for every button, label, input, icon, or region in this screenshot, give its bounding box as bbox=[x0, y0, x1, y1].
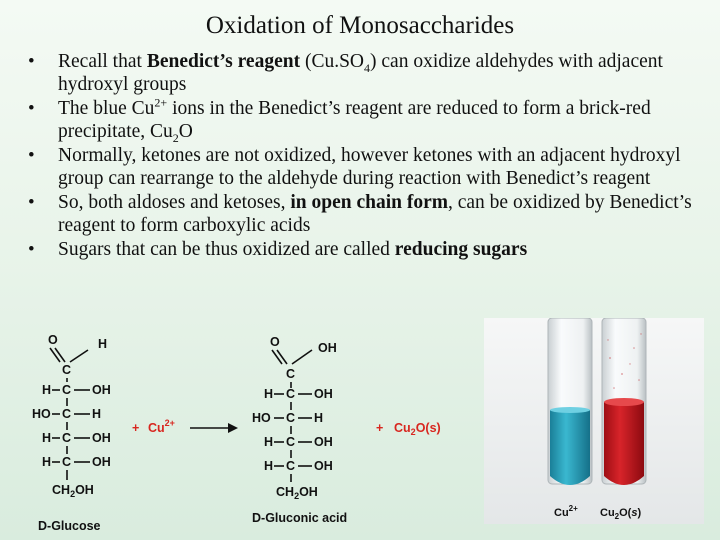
gluconic-r4-right: OH bbox=[314, 459, 333, 473]
glucose-r2-c: C bbox=[62, 407, 72, 421]
gluconic-ch2oh: $CH_2OH$ bbox=[276, 485, 318, 501]
glucose-h-ald: H bbox=[98, 337, 108, 351]
blue-meniscus bbox=[550, 407, 590, 413]
bullet-item bbox=[22, 238, 702, 261]
blue-liquid bbox=[550, 410, 590, 485]
glucose-r1-c: C bbox=[62, 383, 72, 397]
blue-tube bbox=[548, 318, 592, 485]
gluconic-oh-bond bbox=[292, 350, 312, 364]
glucose-r2-right: H bbox=[92, 407, 102, 421]
bullet-text-part: 4 bbox=[364, 60, 371, 75]
glucose-name: D-Glucose bbox=[38, 519, 101, 533]
gluconic-r2-left: HO bbox=[252, 411, 271, 425]
reaction-diagram bbox=[0, 318, 480, 540]
gluconic-r4-left: H bbox=[264, 459, 274, 473]
bullet-text-part: So, both aldoses and ketoses, bbox=[58, 192, 291, 213]
bullet-text-part: , can be oxidized by Benedict’s reagent to form carboxylic acids bbox=[58, 192, 692, 236]
gluconic-r4-c: C bbox=[286, 459, 296, 473]
reagent-cu: $Cu^{2+}$ bbox=[148, 418, 175, 435]
bullet-dot-icon: • bbox=[28, 145, 35, 166]
bullet-text-part: 2 bbox=[172, 130, 179, 145]
glucose-h-bond bbox=[70, 350, 88, 362]
gluconic-r3-right: OH bbox=[314, 435, 333, 449]
bullet-dot-icon: • bbox=[28, 98, 35, 119]
glucose-r1-right: OH bbox=[92, 383, 111, 397]
bullet-text-part: 2+ bbox=[154, 95, 168, 110]
bullet-dot-icon: • bbox=[28, 51, 35, 72]
bullet-text-part: Recall that bbox=[58, 51, 147, 72]
label-cu2o: $Cu_2O(s)$ bbox=[600, 507, 642, 521]
bullet-text-part: Normally, ketones are not oxidized, however ketones with an adjacent hydroxyl group can rearrange to the aldehyde during reaction with Benedict’s reagent bbox=[58, 145, 681, 189]
bullet-text-part: reducing sugars bbox=[394, 239, 528, 260]
glucose-r3-c: C bbox=[62, 431, 72, 445]
gluconic-r2-right: H bbox=[314, 411, 324, 425]
bullet-text-part: O bbox=[178, 121, 193, 142]
glucose-r4-c: C bbox=[62, 455, 72, 469]
byproduct-cu2o: $Cu_2O(s)$ bbox=[394, 421, 441, 437]
glucose-r1-left: H bbox=[42, 383, 52, 397]
gluconic-r3-left: H bbox=[264, 435, 274, 449]
red-liquid bbox=[604, 402, 644, 485]
bullet-text-part: ) can oxidize aldehydes with adjacent hydroxyl groups bbox=[58, 51, 663, 95]
glucose-r3-right: OH bbox=[92, 431, 111, 445]
slide-title: Oxidation of Monosaccharides bbox=[205, 12, 515, 39]
gluconic-double-bond-a bbox=[272, 350, 282, 364]
bullet-text-part: Benedict’s reagent bbox=[146, 51, 301, 72]
bullet-item bbox=[22, 50, 702, 96]
bullet-text-part: The blue Cu bbox=[58, 98, 155, 119]
byproduct-group bbox=[376, 421, 441, 437]
bullet-text-part: Sugars that can be thus oxidized are called bbox=[58, 239, 395, 260]
gluconic-double-bond-b bbox=[277, 350, 287, 364]
reaction-arrow-head bbox=[228, 423, 238, 433]
glucose-double-bond-b bbox=[55, 348, 65, 362]
byproduct-plus: + bbox=[376, 421, 384, 435]
glucose-r4-right: OH bbox=[92, 455, 111, 469]
glucose-double-bond-a bbox=[50, 348, 60, 362]
bullet-list bbox=[22, 50, 702, 262]
gluconic-name: D-Gluconic acid bbox=[252, 511, 348, 525]
red-tube bbox=[602, 318, 646, 485]
bullet-item bbox=[22, 144, 702, 190]
bullet-text-part: ions in the Benedict’s reagent are reduced to form a brick-red precipitate, Cu bbox=[58, 98, 651, 142]
gluconic-c1: C bbox=[286, 367, 296, 381]
label-cu2plus: $Cu^{2+}$ bbox=[554, 504, 578, 519]
bullet-item bbox=[22, 97, 702, 143]
bullet-item bbox=[22, 191, 702, 237]
gluconic-r1-right: OH bbox=[314, 387, 333, 401]
glucose-c1: C bbox=[62, 363, 72, 377]
gluconic-r1-c: C bbox=[286, 387, 296, 401]
bullet-text-part: in open chain form bbox=[290, 192, 448, 213]
gluconic-structure bbox=[252, 335, 347, 525]
photo-background bbox=[484, 318, 704, 524]
bullet-dot-icon: • bbox=[28, 192, 35, 213]
bullet-text-part: (Cu.SO bbox=[300, 51, 365, 72]
glucose-ch2oh: $CH_2OH$ bbox=[52, 483, 94, 499]
glucose-o-top: O bbox=[48, 333, 58, 347]
gluconic-oh-acid: OH bbox=[318, 341, 337, 355]
gluconic-r1-left: H bbox=[264, 387, 274, 401]
bullet-dot-icon: • bbox=[28, 239, 35, 260]
glucose-structure bbox=[32, 333, 111, 533]
glucose-r3-left: H bbox=[42, 431, 52, 445]
reagent-group bbox=[132, 418, 238, 435]
gluconic-o-top: O bbox=[270, 335, 280, 349]
reagent-plus: + bbox=[132, 421, 140, 435]
glucose-r4-left: H bbox=[42, 455, 52, 469]
glucose-r2-left: HO bbox=[32, 407, 51, 421]
red-meniscus bbox=[604, 398, 644, 406]
test-tube-photo bbox=[484, 318, 704, 524]
gluconic-r3-c: C bbox=[286, 435, 296, 449]
gluconic-r2-c: C bbox=[286, 411, 296, 425]
